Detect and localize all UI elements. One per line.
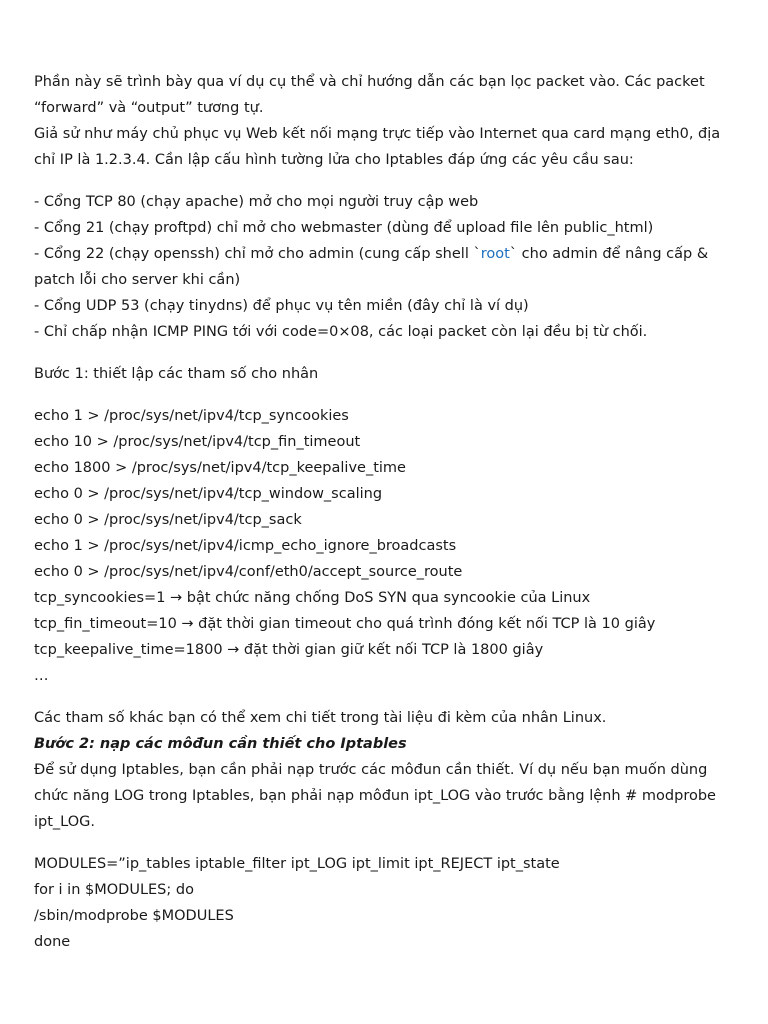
command-line: echo 0 > /proc/sys/net/ipv4/tcp_sack bbox=[34, 512, 302, 528]
list-item: - Cổng UDP 53 (chạy tinydns) để phục vụ tên miền (đây chỉ là ví dụ) bbox=[34, 298, 529, 314]
step1-note: Các tham số khác bạn có thể xem chi tiết trong tài liệu đi kèm của nhân Linux. bbox=[34, 710, 607, 726]
command-line: tcp_keepalive_time=1800 → đặt thời gian giữ kết nối TCP là 1800 giây bbox=[34, 642, 544, 658]
list-item: - Cổng 21 (chạy proftpd) chỉ mở cho webmaster (dùng để upload file lên public_html) bbox=[34, 220, 654, 236]
requirements-list bbox=[34, 189, 768, 345]
command-line: tcp_fin_timeout=10 → đặt thời gian timeout cho quá trình đóng kết nối TCP là 10 giây bbox=[34, 616, 656, 632]
intro-paragraph bbox=[34, 69, 768, 173]
text-line: chỉ IP là 1.2.3.4. Cần lập cấu hình tường lửa cho Iptables đáp ứng các yêu cầu sau: bbox=[34, 152, 634, 168]
step2-paragraph bbox=[34, 757, 768, 835]
text-line: chức năng LOG trong Iptables, bạn phải nạp môđun ipt_LOG vào trước bằng lệnh # modprobe bbox=[34, 788, 716, 804]
command-line: tcp_syncookies=1 → bật chức năng chống DoS SYN qua syncookie của Linux bbox=[34, 590, 591, 606]
text-line: Phần này sẽ trình bày qua ví dụ cụ thể và chỉ hướng dẫn các bạn lọc packet vào. Các packet bbox=[34, 74, 705, 90]
list-item-text: - Cổng 22 (chạy openssh) chỉ mở cho admin (cung cấp shell ` bbox=[34, 246, 481, 262]
list-item: - Chỉ chấp nhận ICMP PING tới với code=0×08, các loại packet còn lại đều bị từ chối. bbox=[34, 324, 648, 340]
text-line: Giả sử như máy chủ phục vụ Web kết nối mạng trực tiếp vào Internet qua card mạng eth0, địa bbox=[34, 126, 721, 142]
list-item-text: ` cho admin để nâng cấp & bbox=[509, 246, 709, 262]
command-line: echo 1 > /proc/sys/net/ipv4/tcp_syncookies bbox=[34, 408, 349, 424]
text-line: “forward” và “output” tương tự. bbox=[34, 100, 264, 116]
list-item: - Cổng TCP 80 (chạy apache) mở cho mọi người truy cập web bbox=[34, 194, 479, 210]
code-line: for i in $MODULES; do bbox=[34, 882, 194, 898]
text-line: ipt_LOG. bbox=[34, 814, 95, 830]
list-item bbox=[34, 241, 768, 267]
command-line: echo 0 > /proc/sys/net/ipv4/tcp_window_scaling bbox=[34, 486, 383, 502]
command-line: echo 10 > /proc/sys/net/ipv4/tcp_fin_timeout bbox=[34, 434, 361, 450]
code-line: MODULES=”ip_tables iptable_filter ipt_LOG ipt_limit ipt_REJECT ipt_state bbox=[34, 856, 560, 872]
step2-code bbox=[34, 851, 768, 955]
command-line: … bbox=[34, 668, 49, 684]
text-line: Để sử dụng Iptables, bạn cần phải nạp trước các môđun cần thiết. Ví dụ nếu bạn muốn dùng bbox=[34, 762, 708, 778]
step1-commands bbox=[34, 403, 768, 689]
root-link[interactable]: root bbox=[480, 246, 510, 262]
command-line: echo 1 > /proc/sys/net/ipv4/icmp_echo_ignore_broadcasts bbox=[34, 538, 457, 554]
code-line: /sbin/modprobe $MODULES bbox=[34, 908, 234, 924]
command-line: echo 1800 > /proc/sys/net/ipv4/tcp_keepalive_time bbox=[34, 460, 406, 476]
list-item: patch lỗi cho server khi cần) bbox=[34, 272, 241, 288]
step1-title: Bước 1: thiết lập các tham số cho nhân bbox=[34, 366, 319, 382]
command-line: echo 0 > /proc/sys/net/ipv4/conf/eth0/accept_source_route bbox=[34, 564, 463, 580]
code-line: done bbox=[34, 934, 71, 950]
step2-title: Bước 2: nạp các môđun cần thiết cho Iptables bbox=[34, 736, 407, 752]
